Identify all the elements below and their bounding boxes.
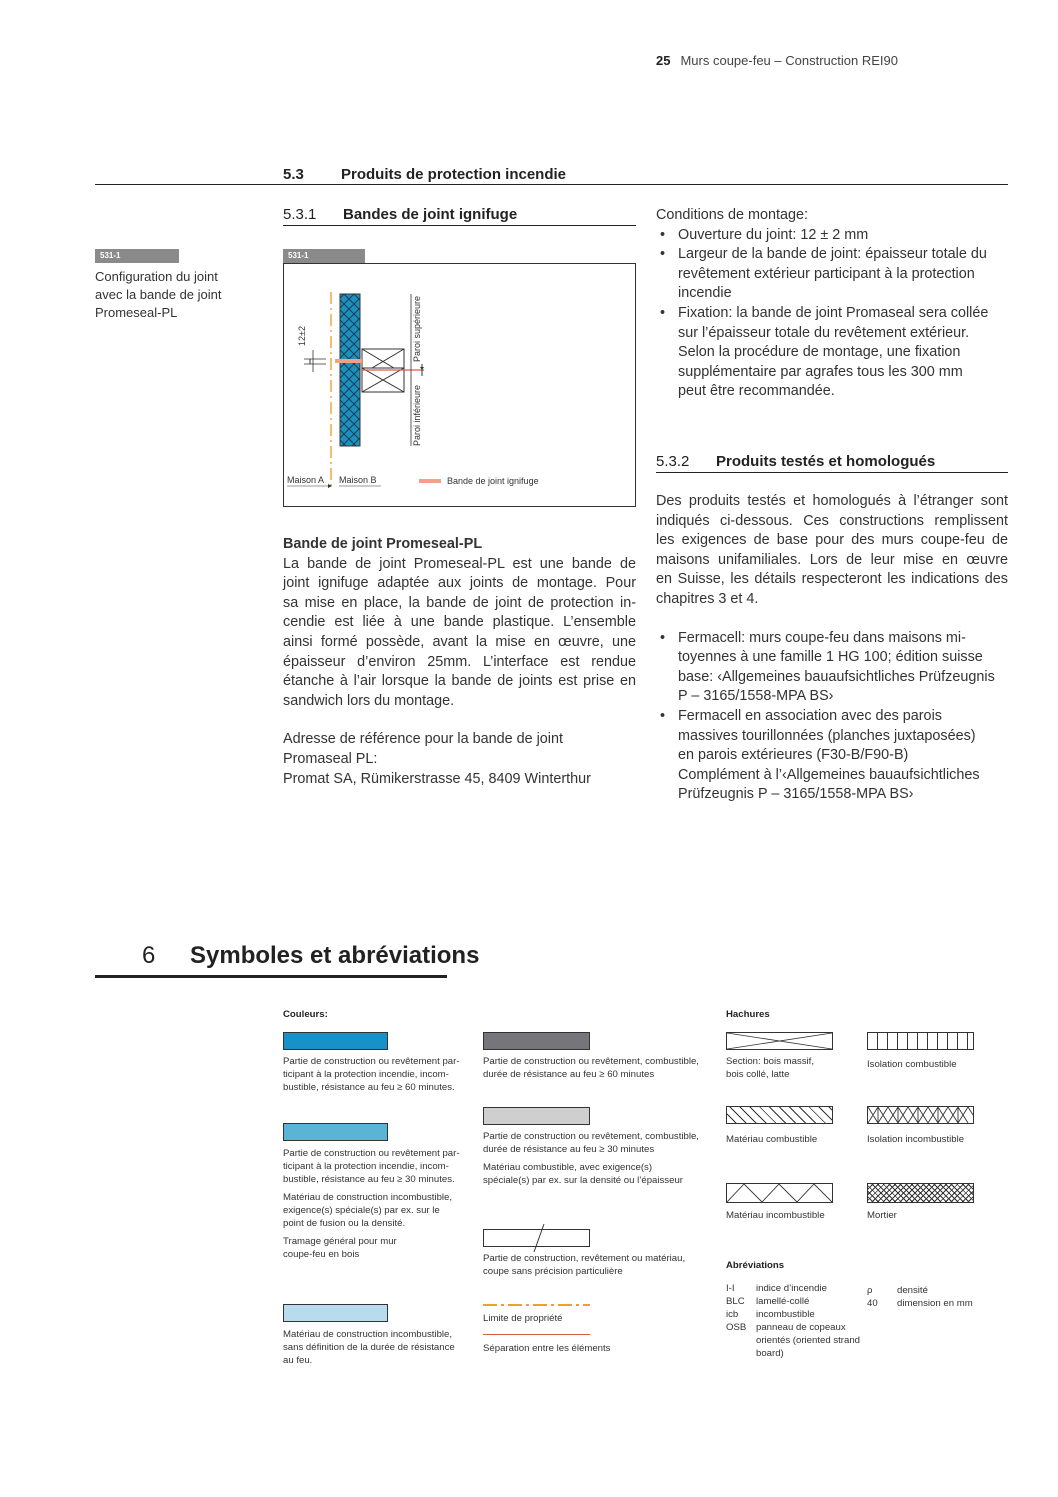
promeseal-title: Bande de joint Promeseal-PL [283,536,483,552]
swatch-dark-gray [483,1032,590,1050]
legend-limite: Limite de propriété [483,1313,563,1324]
label-paroi-inferieure: Paroi inférieure [412,384,422,446]
legend-separation: Séparation entre les éléments [483,1343,611,1354]
hatch-label: Isolation incombustible [867,1134,965,1145]
montage-title: Conditions de montage: [656,207,809,223]
legend-text: Partie de construction ou revêtement par- ticipant à la protection incendie, incom- bustible, résistance au feu ≥ 30 minutes. Matériau de construction incombustible, exigence(s) spéciale(s) par ex. sur le point de fusion ou la densité. Tramage général pour mur coupe-feu en bois [283,1148,460,1260]
text-line: Des produits testés et homologués à l’étranger sont [656,493,1008,509]
montage-list [656,226,1008,402]
section-6-heading [142,942,479,970]
section-title: Produits testés et homologués [716,453,936,470]
list-item: • Fermacell: murs coupe-feu dans maisons mi- toyennes à une famille 1 HG 100; édition suisse base: ‹Allgemeines bauaufsichtliches Prüfzeugnis P – 3165/1558-MPA BS› [656,629,1008,707]
promeseal-block [283,535,636,789]
label-paroi-superieure: Paroi supérieure [412,295,422,362]
hatch-mortar-icon [867,1183,974,1203]
joint-diagram [284,264,635,506]
text-line: ainsi formé possède, avant la mise en œuvre, une [283,633,636,650]
hachures-title: Hachures [726,1009,770,1020]
side-tag: 531-1 [95,249,179,263]
legend-text: Partie de construction, revêtement ou matériau, coupe sans précision particulière [483,1253,686,1277]
section-5-3-heading [283,166,566,183]
legend-text: Partie de construction ou revêtement par- ticipant à la protection incendie, incom- bustible, résistance au feu ≥ 60 minutes. [283,1056,460,1093]
hatch-label: Section: bois massif, bois collé, latte [726,1056,814,1080]
abreviations-title: Abréviations [726,1260,785,1271]
text-line: étanche à l’air lorsque la bande de joints est prise en [283,673,636,690]
text-line: La bande de joint Promeseal-PL est une bande de [283,555,636,572]
section-title: Produits de protection incendie [341,166,567,183]
figure-tag: 531-1 [283,249,365,263]
list-item: • Fermacell en association avec des parois massives tourillonnées (planches juxtaposées) en parois extérieures (F30-B/F90-B) Complément à l’‹Allgemeines bauaufsichtliches Prüfzeugnis P – 3165/1558-MPA BS› [656,707,1008,805]
section-number: 5.3.2 [656,453,690,470]
section-title: Symboles et abréviations [190,942,480,969]
reference-address [283,730,636,789]
label-maison-b: Maison B [339,475,377,485]
text-line: indiqués ci-dessous. Ces constructions remplissent [656,512,1008,529]
legend-text: Matériau de construction incombustible, sans définition de la durée de résistance au feu. [283,1329,455,1366]
abbreviation-list-2: ρ densité 40 dimension en mm [867,1285,973,1309]
legend-text: Partie de construction ou revêtement, combustible, durée de résistance au feu ≥ 30 minutes Matériau combustible, avec exigence(s) spéciale(s) par ex. sur la densité ou l’épaisseur [483,1131,699,1186]
swatch-light-gray [483,1107,590,1125]
insulation-panel [340,294,360,446]
montage-block [656,206,1008,402]
divider [283,225,636,226]
hatch-combustible-insulation-icon [867,1032,974,1050]
joint-band [335,359,362,363]
swatch-blue-30 [283,1123,388,1141]
dimension-label: 12±2 [297,326,307,346]
homologues-block [656,492,1008,805]
legend-swatch [419,479,441,483]
text-line: cendie est liée à une bande plastique. L’ensemble [283,614,636,631]
hatch-wood-icon [726,1032,833,1050]
page-header [656,53,898,68]
text-line: sandwich lors du montage. [283,692,455,709]
promeseal-paragraph [283,555,636,712]
caption-line: Configuration du joint [95,269,218,284]
section-number: 5.3 [283,166,304,183]
hatch-incombustible-material-icon [726,1183,833,1203]
separation-line-sample [483,1334,590,1335]
text-line: les exigences de base pour des murs coupe-feu de [656,532,1008,549]
hatch-combustible-material-icon [726,1106,833,1124]
property-line-sample [483,1304,590,1306]
hatch-label: Matériau incombustible [726,1210,825,1221]
list-item: • Ouverture du joint: 12 ± 2 mm [656,226,1008,246]
list-item: • Fixation: la bande de joint Promaseal sera collée sur l’épaisseur totale du revêtement extérieur. Selon la procédure de montage, une fixation supplémentaire par agrafes tous les 300 mm peut être recommandée. [656,304,1008,402]
side-caption [95,268,265,322]
text-line: Adresse de référence pour la bande de joint [283,731,564,748]
text-line: chapitres 3 et 4. [656,590,759,607]
section-number: 6 [142,942,156,969]
hatch-label: Mortier [867,1210,897,1221]
legend-label: Bande de joint ignifuge [447,476,539,486]
legend-text: Partie de construction ou revêtement, combustible, durée de résistance au feu ≥ 60 minutes [483,1056,699,1080]
homologues-list [656,629,1008,805]
text-line: sa mise en place, la bande de joint de protection in- [283,594,636,611]
hatch-incombustible-insulation-icon [867,1106,974,1124]
caption-line: Promeseal-PL [95,305,178,320]
caption-line: avec la bande de joint [95,287,222,302]
homologues-paragraph [656,492,1008,610]
couleurs-title: Couleurs: [283,1009,328,1020]
section-5-3-2-heading [656,453,935,470]
section-number: 5.3.1 [283,206,317,223]
label-maison-a: Maison A [287,475,325,485]
cut-line-icon [484,1230,589,1246]
swatch-cut [483,1229,590,1247]
divider [656,472,1008,473]
list-item: • Largeur de la bande de joint: épaisseur totale du revêtement extérieur participant à la protection incendie [656,245,1008,304]
divider [95,184,1008,185]
text-line: Promaseal PL: [283,750,378,767]
hatch-label: Matériau combustible [726,1134,818,1145]
swatch-light-blue [283,1304,388,1322]
page-number: 25 [656,53,671,68]
text-line: épaisseur d’environ 25mm. L’interface est rendue [283,653,636,670]
swatch-blue-60 [283,1032,388,1050]
section-5-3-1-heading [283,206,517,223]
header-title: Murs coupe-feu – Construction REI90 [680,53,898,68]
hatch-label: Isolation combustible [867,1059,957,1070]
text-line: en Suisse, les détails respecteront les indications des [656,571,1008,588]
text-line: joint ignifuge adaptée aux joints de montage. Pour [283,575,636,592]
section-title: Bandes de joint ignifuge [343,206,518,223]
abbreviation-list: I-I indice d’incendie BLC lamellé-collé icb incombustible OSB panneau de copeaux orientés (oriented strand board) [726,1283,860,1359]
figure-box [283,263,636,507]
text-line: maisons unifamiliales. Lors de leur mise en œuvre [656,551,1008,568]
text-line: Promat SA, Rümikerstrasse 45, 8409 Winterthur [283,770,591,787]
section-rule [95,975,447,978]
